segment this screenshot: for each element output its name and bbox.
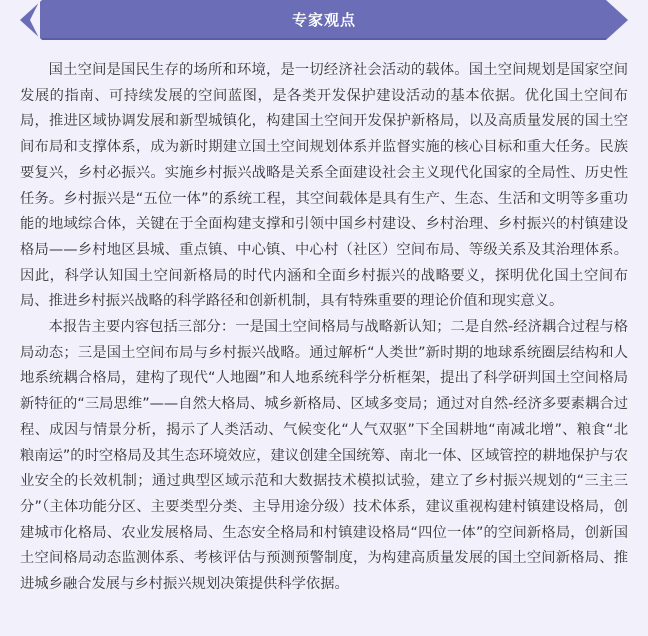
- title-banner: [42, 0, 606, 40]
- section-header: [0, 0, 648, 42]
- section-title: 专家观点: [291, 11, 356, 29]
- article-body: [20, 58, 628, 598]
- right-chevron-decoration: [606, 0, 628, 40]
- paragraph: 本报告主要内容包括三部分：一是国土空间格局与战略新认知；二是自然-经济耦合过程与格局动态；三是国土空间布局与乡村振兴战略。通过解析“人类世”新时期的地球系统圈层结构和人地系统耦合格局，建构了现代“人地圈”和人地系统科学分析框架，提出了科学研判国土空间格局新特征的“三局思维”——自然大格局、城乡新格局、区域多变局；通过对自然-经济多要素耦合过程、成因与情景分析，揭示了人类活动、气候变化“人气双驱”下全国耕地“南减北增”、粮食“北粮南运”的时空格局及其生态环境效应，建议创建全国统筹、南北一体、区域管控的耕地保护与农业安全的长效机制；通过典型区域示范和大数据技术模拟试验，建立了乡村振兴规划的“三主三分”（主体功能分区、主要类型分类、主导用途分级）技术体系，建议重视构建村镇建设格局，创建城市化格局、农业发展格局、生态安全格局和村镇建设格局“四位一体”的空间新格局，创新国土空间格局动态监测体系、考核评估与预测预警制度，为构建高质量发展的国土空间新格局、推进城乡融合发展与乡村振兴规划决策提供科学依据。: [20, 319, 628, 593]
- paragraph: 国土空间是国民生存的场所和环境，是一切经济社会活动的载体。国土空间规划是国家空间发展的指南、可持续发展的空间蓝图，是各类开发保护建设活动的基本依据。优化国土空间布局，推进区域协调发展和新型城镇化，构建国土空间开发保护新格局，以及高质量发展的国土空间布局和支撑体系，成为新时期建立国土空间规划体系并监督实施的核心目标和重大任务。民族要复兴，乡村必振兴。实施乡村振兴战略是关系全面建设社会主义现代化国家的全局性、历史性任务。乡村振兴是“五位一体”的系统工程，其空间载体是具有生产、生态、生活和文明等多重功能的地域综合体，关键在于全面构建支撑和引领中国乡村建设、乡村治理、乡村振兴的村镇建设格局——乡村地区县城、重点镇、中心镇、中心村（社区）空间布局、等级关系及其治理体系。因此，科学认知国土空间新格局的时代内涵和全面乡村振兴的战略要义，探明优化国土空间布局、推进乡村振兴战略的科学路径和创新机制，具有特殊重要的理论价值和现实意义。: [20, 62, 628, 310]
- left-chevron-notch: [30, 0, 40, 40]
